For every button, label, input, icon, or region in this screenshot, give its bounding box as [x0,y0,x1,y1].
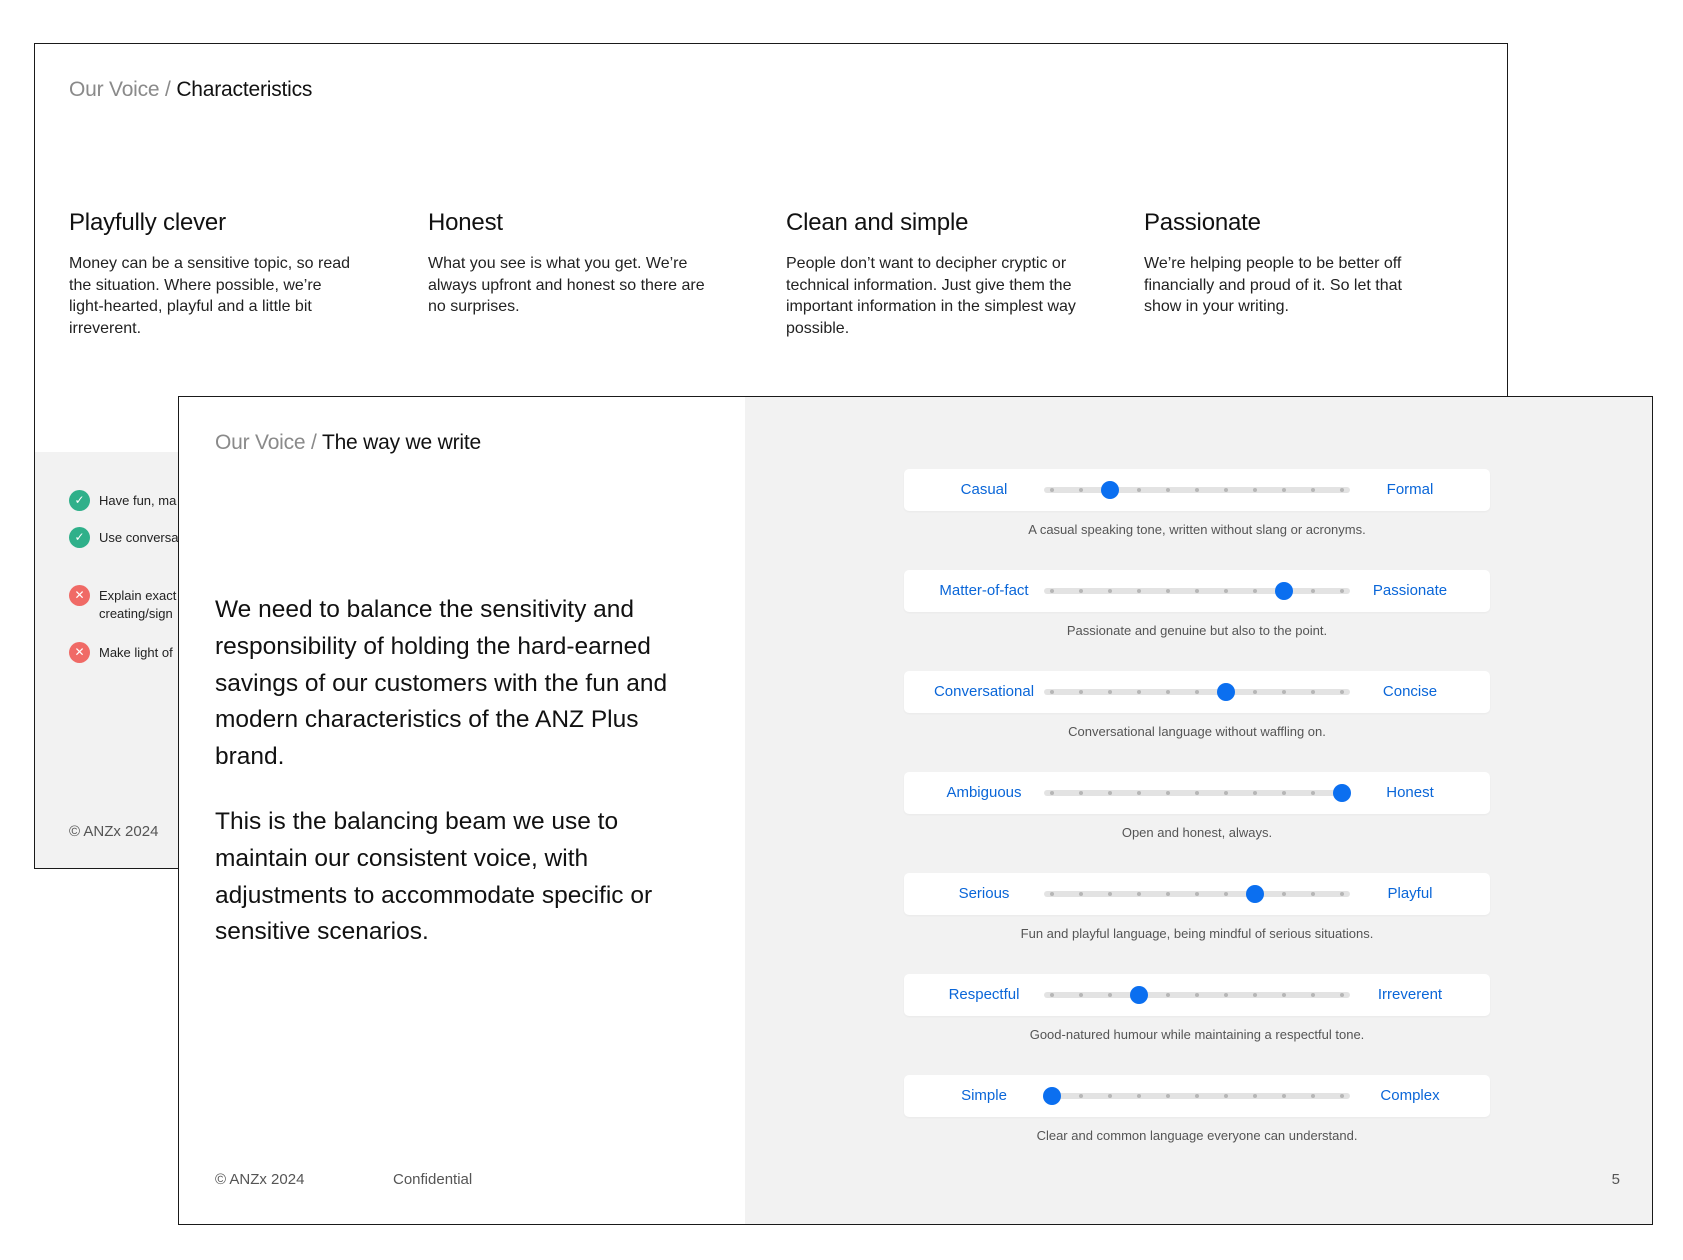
characteristic-clean-and-simple [786,209,1076,339]
slider-tick [1253,1094,1257,1098]
slider-description: Passionate and genuine but also to the point. [1066,623,1328,638]
slider-track[interactable] [1044,790,1350,796]
cross-icon: ✕ [69,585,90,606]
slider-tick [1108,993,1112,997]
slider-tick [1050,993,1054,997]
slider-right-label: Honest [1386,784,1434,801]
slider-tick [1166,791,1170,795]
slider-handle[interactable] [1217,683,1235,701]
slider-tick [1050,791,1054,795]
slider-right-label: Concise [1382,683,1438,700]
slider-tick [1050,892,1054,896]
characteristic-title: Clean and simple [786,209,969,236]
breadcrumb [69,78,312,102]
slider-tick [1311,892,1315,896]
dont-item-text [99,587,176,623]
tone-slider-conversational-concise [904,671,1490,739]
slider-right-label: Formal [1386,481,1434,498]
characteristic-playfully-clever [69,209,359,339]
slider-tick [1166,589,1170,593]
slider-tick [1253,488,1257,492]
do-item-text: Use conversa [99,530,179,545]
slider-left-label: Ambiguous [946,784,1022,801]
slider-tick [1311,690,1315,694]
characteristic-text: What you see is what you get. We’re always upfront and honest so there are no surprises. [428,255,705,316]
slider-description: Good-natured humour while maintaining a respectful tone. [1029,1027,1365,1042]
slider-tick [1311,1094,1315,1098]
slider-tick [1079,1094,1083,1098]
slider-description: Clear and common language everyone can understand. [1036,1128,1358,1143]
check-icon: ✓ [69,490,90,511]
slider-tick [1224,791,1228,795]
slider-left-label: Matter-of-fact [939,582,1029,599]
slider-tick [1050,589,1054,593]
slider-tick [1253,690,1257,694]
slider-tick [1137,690,1141,694]
slider-tick [1166,993,1170,997]
slider-tick [1079,488,1083,492]
slider-tick [1137,1094,1141,1098]
slider-tick [1282,690,1286,694]
characteristic-text: Money can be a sensitive topic, so read the situation. Where possible, we’re light-hearted, playful and a little bit irreverent. [69,255,351,337]
characteristic-passionate [1144,209,1434,318]
slider-tick [1079,993,1083,997]
breadcrumb-current: The way we write [321,431,481,454]
slider-tick [1282,892,1286,896]
slider-tick [1079,690,1083,694]
slider-tick [1195,488,1199,492]
slider-tick [1224,892,1228,896]
dont-item-text: Make light of [99,645,173,660]
slider-tick [1079,589,1083,593]
characteristic-text: We’re helping people to be better off financially and proud of it. So let that show in your writing. [1144,255,1402,316]
slider-tick [1108,1094,1112,1098]
slider-tick [1253,993,1257,997]
slider-description: A casual speaking tone, written without slang or acronyms. [1028,522,1366,537]
dont-item-line: Explain exact [99,588,177,603]
slider-tick [1166,1094,1170,1098]
slider-tick [1137,892,1141,896]
slider-tick [1166,488,1170,492]
slider-card [904,469,1490,511]
check-icon: ✓ [69,527,90,548]
slider-tick [1050,690,1054,694]
slider-tick [1224,488,1228,492]
slider-tick [1311,488,1315,492]
breadcrumb-current: Characteristics [176,78,313,101]
footer-copyright: © ANZx 2024 [215,1171,305,1188]
slider-track[interactable] [1044,588,1350,594]
tone-slider-simple-complex [904,1075,1490,1143]
slider-tick [1195,1094,1199,1098]
intro-paragraph: We need to balance the sensitivity and responsibility of holding the hard-earned savings of our customers with the fun and modern characteristics of the ANZ Plus brand. [215,596,668,771]
dont-item-line: creating/sign [99,606,173,621]
slider-tick [1282,1094,1286,1098]
slider-left-label: Casual [960,481,1008,498]
slider-tick [1108,892,1112,896]
slider-tick [1166,690,1170,694]
slider-tick [1079,892,1083,896]
characteristic-honest [428,209,718,318]
slider-card [904,873,1490,915]
do-item-text: Have fun, ma [99,493,177,508]
slider-tick [1282,488,1286,492]
slider-handle[interactable] [1043,1087,1061,1105]
slider-tick [1311,589,1315,593]
slider-tick [1282,791,1286,795]
footer-confidential: Confidential [393,1171,473,1188]
slider-tick [1079,791,1083,795]
slider-card [904,772,1490,814]
slider-tick [1253,589,1257,593]
slider-description: Fun and playful language, being mindful of serious situations. [1020,926,1374,941]
slider-tick [1166,892,1170,896]
slider-card [904,1075,1490,1117]
characteristic-title: Passionate [1144,209,1261,236]
breadcrumb-section: Our Voice / [69,78,171,101]
slider-track[interactable] [1044,487,1350,493]
tone-slider-casual-formal [904,469,1490,537]
slider-tick [1253,791,1257,795]
slider-tick [1137,488,1141,492]
slider-tick [1195,892,1199,896]
slider-left-label: Serious [958,885,1010,902]
slider-handle[interactable] [1101,481,1119,499]
slider-tick [1195,690,1199,694]
slider-track[interactable] [1044,689,1350,695]
tone-slider-matter-of-fact-passionate [904,570,1490,638]
slider-right-label: Passionate [1372,582,1448,599]
breadcrumb [215,431,481,455]
slider-tick [1224,589,1228,593]
slider-tick [1137,791,1141,795]
slider-handle[interactable] [1275,582,1293,600]
slider-track[interactable] [1044,992,1350,998]
slider-tick [1108,791,1112,795]
slider-description: Conversational language without waffling on. [1068,724,1326,739]
tone-slider-serious-playful [904,873,1490,941]
slider-right-label: Irreverent [1377,986,1443,1003]
slider-tick [1195,589,1199,593]
slider-track[interactable] [1044,891,1350,897]
footer-copyright: © ANZx 2024 [69,823,159,840]
slider-track[interactable] [1044,1093,1350,1099]
slider-left-label: Simple [961,1087,1007,1104]
characteristic-title: Playfully clever [69,209,226,236]
slider-tick [1108,589,1112,593]
slider-tick [1108,690,1112,694]
slider-tick [1195,791,1199,795]
slider-tick [1137,589,1141,593]
tone-slider-ambiguous-honest [904,772,1490,840]
breadcrumb-section: Our Voice / [215,431,317,454]
page-number: 5 [1611,1171,1620,1188]
intro-paragraph: This is the balancing beam we use to maintain our consistent voice, with adjustments to accommodate specific or sensitive scenarios. [215,808,653,946]
slider-tick [1050,488,1054,492]
slider-handle[interactable] [1246,885,1264,903]
slider-right-label: Playful [1387,885,1433,902]
slider-card [904,570,1490,612]
characteristic-title: Honest [428,209,503,236]
slider-tick [1311,993,1315,997]
slider-tick [1282,993,1286,997]
slider-card [904,671,1490,713]
slider-tick [1311,791,1315,795]
slider-card [904,974,1490,1016]
slider-right-label: Complex [1380,1087,1440,1104]
slider-description: Open and honest, always. [1121,825,1273,840]
cross-icon: ✕ [69,642,90,663]
slider-tick [1224,993,1228,997]
slider-left-label: Conversational [933,683,1035,700]
slider-left-label: Respectful [948,986,1020,1003]
characteristic-text: People don’t want to decipher cryptic or technical information. Just give them the important information in the simplest way possible. [786,255,1076,337]
tone-slider-respectful-irreverent [904,974,1490,1042]
slider-tick [1195,993,1199,997]
slider-tick [1224,1094,1228,1098]
slider-handle[interactable] [1130,986,1148,1004]
